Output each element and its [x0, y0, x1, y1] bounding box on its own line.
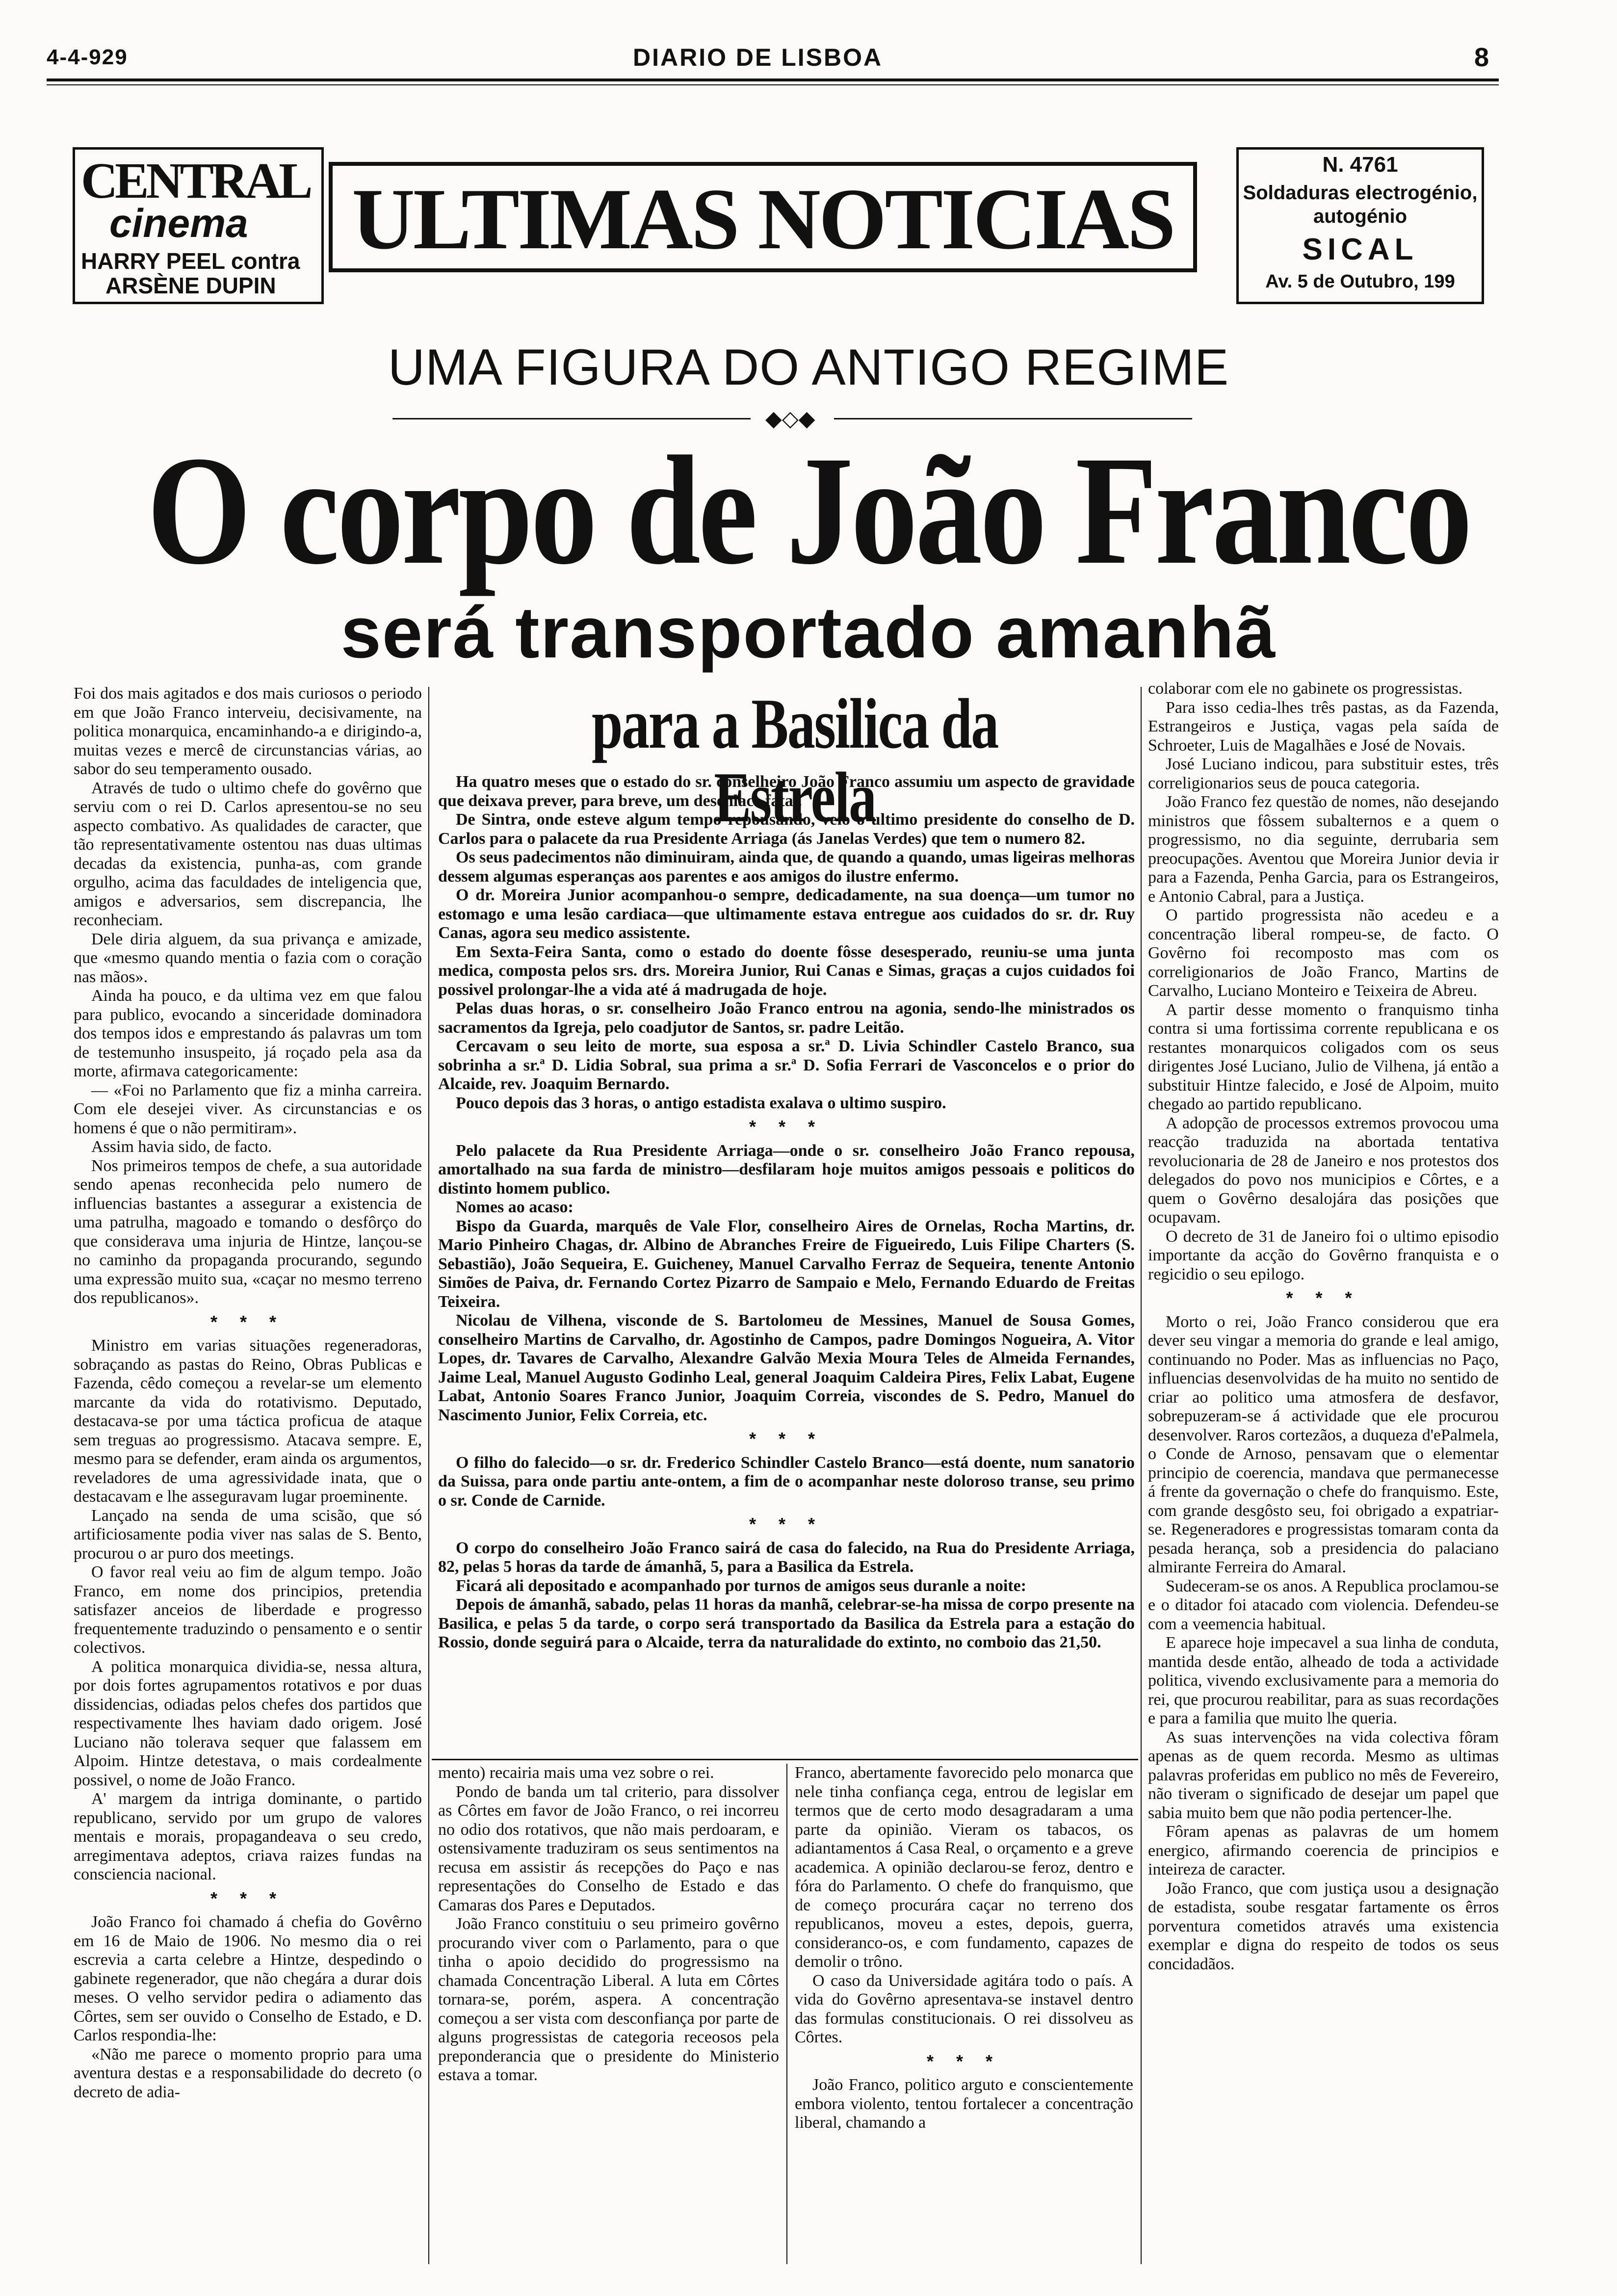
- column-4: [1148, 679, 1499, 2269]
- center-p7: Cercavam o seu leito de morte, sua esposa a sr.ª D. Livia Schindler Castelo Branco, sua sobrinha a sr.ª D. Lidia Sobral, sua prima a sr.ª D. Sofia Ferrari de Vasconcelos e o prior do Alcaide, rev. Joaquim Bernardo.: [438, 1037, 1135, 1093]
- col3-p3: João Franco, politico arguto e conscientemente embora violento, tentou fortalecer a concentração liberal, chamando a: [795, 2076, 1133, 2132]
- ad-central-title: CENTRAL: [81, 153, 310, 209]
- col4-p3: José Luciano indicou, para substituir estes, três correligionarios seus de pouca categoria.: [1148, 755, 1499, 792]
- center-stars-3: * * *: [749, 1514, 824, 1534]
- ad-central-cinema: [73, 147, 324, 304]
- col1-stars-2: * * *: [210, 1888, 286, 1908]
- column-rule-2: [786, 1764, 787, 2264]
- col1-p14: «Não me parece o momento proprio para uma aventura destas e a responsabilidade do decreto (o decreto de adia-: [74, 2045, 422, 2101]
- page-date: 4-4-929: [47, 45, 128, 69]
- subhead-2: para a Basilica da Estrela: [592, 684, 998, 837]
- col1-p7: Nos primeiros tempos de chefe, a sua autoridade sendo apenas reconhecida pelo numero de influencias bastantes a assegurar a existencia de uma patrulha, magoado e tomando o desfôrço do que considerava uma injuria de Hintze, lançou-se no caminho da propaganda procurando, segundo uma expressão muito sua, «caçar no mesmo terreno dos republicanos».: [74, 1156, 422, 1307]
- column-rule-1: [428, 687, 429, 2264]
- kicker: UMA FIGURA DO ANTIGO REGIME: [388, 339, 1229, 396]
- center-p14: O corpo do conselheiro João Franco sairá de casa do falecido, na Rua do Presidente Arriaga, 82, pelas 5 horas da tarde de ámanhã, 5, para a Basilica da Estrela.: [438, 1539, 1135, 1576]
- ad-film-line1: HARRY PEEL contra: [81, 248, 300, 274]
- col4-p12: As suas intervenções na vida colectiva fôram apenas as de quem recorda. Mesmo as ultimas palavras proferidas em publico no mês de Fevereiro, não tiveram o significado de desejar um papel que sabia muito bem que não podia pertencer-lhe.: [1148, 1728, 1499, 1822]
- center-p2: De Sintra, onde esteve algum tempo repousando, veio o ultimo presidente do conselho de D. Carlos para o palacete da rua Presidente Arriaga (ás Janelas Verdes) que tem o numero 82.: [438, 810, 1135, 848]
- ultimas-noticias-banner: [329, 162, 1197, 272]
- column-2-bottom: [438, 1764, 779, 2269]
- ad-sical-line2: Soldaduras electrogénio,: [1243, 182, 1478, 204]
- col2-p2: Pondo de banda um tal criterio, para dissolver as Côrtes em favor de João Franco, o rei incorreu no odio dos rotativos, que não mais perdoaram, e ostensivamente traduziram os seus sentimentos na recusa em assistir ás recepções do Paço e nas representações do Conselho de Estado e das Camaras dos Pares e Deputados.: [438, 1782, 779, 1914]
- center-p15: Ficará ali depositado e acompanhado por turnos de amigos seus duranle a noite:: [456, 1576, 1027, 1595]
- center-p11: Bispo da Guarda, marquês de Vale Flor, conselheiro Aires de Ornelas, Rocha Martins, dr. Mario Pinheiro Chagas, dr. Albino de Abranches Freire de Figueiredo, Luis Filipe Charters (S. Sebastião), João Sequeira, E. Guicheney, Manuel Carvalho Ferraz de Sequeira, tenente Antonio Simões de Paiva, dr. Fernando Cortez Pizarro de Sampaio e Melo, Fernando Eduardo de Freitas Teixeira.: [438, 1217, 1135, 1311]
- col4-p5: O partido progressista não acedeu e a concentração liberal rompeu-se, de facto. O Govêrno foi recomposto mas com os correligionarios de João Franco, Martins de Carvalho, Luciano Monteiro e Teixeira de Abreu.: [1148, 906, 1499, 1000]
- col4-p9: Morto o rei, João Franco considerou que era dever seu vingar a memoria do grande e leal amigo, continuando no Poder. Mas as influencias no Paço, influencias desenvolvidas de ha muito no sentido de criar ao politico uma atmosfera de desfavor, sobrepuzeram-se á actividade que ele procurou desenvolver. Raros cortezãos, a duqueza d'ePalmela, o Conde de Arnoso, pensavam que o elementar principio de coerencia, mandava que permanecesse á frente da governação o chefe do franquismo. Este, com grande desgôsto seu, foi obrigado a expatriar-se. Regeneradores e progressistas tomaram conta da pesada herança, sob a presidencia do palaciano almirante Ferreira do Amaral.: [1148, 1312, 1499, 1576]
- page-number: 8: [1474, 43, 1489, 72]
- col4-stars: * * *: [1286, 1288, 1361, 1308]
- col3-p2: O caso da Universidade agitára todo o país. A vida do Govêrno apresentava-se instavel dentro das formulas constitucionais. O rei dissolveu as Côrtes.: [795, 1971, 1133, 2046]
- ad-cinema-word: cinema: [109, 201, 248, 246]
- col4-p2: Para isso cedia-lhes três pastas, as da Fazenda, Estrangeiros e Justiça, vagas pela saída de Schroeter, Luis de Magalhães e José de Novais.: [1148, 698, 1499, 755]
- center-p13: O filho do falecido—o sr. dr. Frederico Schindler Castelo Branco—está doente, num sanatorio da Suissa, para onde partiu ante-ontem, a fim de o acompanhar neste doloroso transe, seu primo o sr. Conde de Carnide.: [438, 1453, 1135, 1510]
- center-p1: Ha quatro meses que o estado do sr. conselheiro João Franco assumiu um aspecto de gravidade que deixava prever, para breve, um desenlace fatal.: [438, 773, 1135, 810]
- kicker-rule-right: [834, 418, 1192, 419]
- center-stars-1: * * *: [749, 1117, 824, 1137]
- col1-p1: Foi dos mais agitados e dos mais curiosos o periodo em que João Franco interveiu, decisivamente, na politica monarquica, encaminhando-a e dirigindo-a, muitas vezes e mercê de circunstancias várias, ao sabor do seu temperamento ousado.: [74, 684, 422, 778]
- col1-p2: Através de tudo o ultimo chefe do govêrno que serviu com o rei D. Carlos apresentou-se no seu aspecto combativo. As qualidades de caracter, que tão representativamente ostentou nas duas ultimas decadas da existencia, punha-as, com grande orgulho, acima das faculdades de inteligencia que, amigos e adversarios, sem discrepancia, lhe reconheciam.: [74, 779, 422, 929]
- center-p16: Depois de ámanhã, sabado, pelas 11 horas da manhã, celebrar-se-ha missa de corpo presente na Basilica, e pelas 5 da tarde, o corpo será transportado da Basilica da Estrela para a estação do Rossio, donde seguirá para o Alcaide, terra da naturalidade do extinto, no comboio das 21,50.: [438, 1595, 1135, 1651]
- headline: O corpo de João Franco: [147, 424, 1470, 597]
- newspaper-name: DIARIO DE LISBOA: [633, 44, 883, 71]
- center-p4: O dr. Moreira Junior acompanhou-o sempre, dedicadamente, na sua doença—um tumor no estomago e uma lesão cardiaca—que ultimamente estava entregue aos cuidados do sr. dr. Ruy Canas, agora seu medico assistente.: [438, 886, 1135, 942]
- banner-title: ULTIMAS NOTICIAS: [352, 170, 1174, 267]
- kicker-rule-left: [392, 418, 751, 419]
- col1-p11: A politica monarquica dividia-se, nessa altura, por dois fortes agrupamentos rotativos e por duas dissidencias, odiadas pelos chefes dos partidos que respectivamente lhes haviam dado origem. José Luciano não tolerava sequer que falassem em Alpoim. Hintze detestava, o mais cordealmente possivel, o nome de João Franco.: [74, 1657, 422, 1789]
- col1-p13: João Franco foi chamado á chefia do Govêrno em 16 de Maio de 1906. No mesmo dia o rei escrevia a carta celebre a Hintze, despedindo o gabinete regenerador, que não chegára a durar dois meses. O velho servidor pedira o adiamento das Côrtes, sem ser ouvido o Conselho de Estado, e D. Carlos respondia-lhe:: [74, 1913, 422, 2044]
- col2-p3: João Franco constituiu o seu primeiro govêrno procurando viver com o Parlamento, para o que tinha o apoio decidido do progressismo na chamada Concentração Liberal. A luta em Côrtes tornara-se, porém, aspera. A concentração começou a ser vista com desconfiança por parte de alguns progressistas de categoria receosos pela preponderancia que o presidente do Ministerio estava a tomar.: [438, 1915, 779, 2084]
- ad-sical-brand: SICAL: [1302, 233, 1418, 266]
- col4-p6: A partir desse momento o franquismo tinha contra si uma fortissima corrente republicana e os restantes monarquicos coligados com os seus dirigentes José Luciano, Julio de Vilhena, já então a substituir Hintze falecido, e José de Alpoim, muito chegado ao partido republicano.: [1148, 1000, 1499, 1113]
- subhead-1: será transportado amanhã: [340, 592, 1277, 673]
- col1-p12: A' margem da intriga dominante, o partido republicano, servido por um grupo de valores mentais e morais, propagandeava o seu credo, arregimentava adeptos, criava raizes fundas na consciencia nacional.: [74, 1790, 422, 1883]
- ad-film-line2: ARSÈNE DUPIN: [105, 273, 276, 298]
- col4-p10: Sudeceram-se os anos. A Republica proclamou-se e o ditador foi atacado com violencia. Defendeu-se com a veemencia habitual.: [1148, 1577, 1499, 1633]
- col1-stars-1: * * *: [210, 1311, 286, 1332]
- col1-p10: O favor real veiu ao fim de algum tempo. João Franco, em nome dos principios, pretendia satisfazer anceios de liberdade e progresso frequentemente traduzindo o pensamento e o sentir colectivos.: [74, 1563, 422, 1657]
- col4-p4: João Franco fez questão de nomes, não desejando ministros que fôssem subalternos e a quem o progressismo, no dia seguinte, derrubaria sem preocupações. Aventou que Moreira Junior devia ir para a Fazenda, Penha Garcia, para os Estrangeiros, e Antonio Cabral, para a Justiça.: [1148, 793, 1499, 906]
- center-p5: Em Sexta-Feira Santa, como o estado do doente fôsse desesperado, reuniu-se uma junta medica, composta pelos srs. drs. Moreira Junior, Rui Canas e Simas, graças a cujos cuidados foi possivel prolongar-lhe a vida até á madrugada de hoje.: [438, 942, 1135, 999]
- center-p6: Pelas duas horas, o sr. conselheiro João Franco entrou na agonia, sendo-lhe ministrados os sacramentos da Igreja, pelo coadjutor de Santos, sr. padre Leitão.: [438, 999, 1135, 1037]
- col4-p11: E aparece hoje impecavel a sua linha de conduta, mantida desde então, alheado de toda a actividade politica, vivendo exclusivamente para a memoria do rei, que procurou reabilitar, para as suas recordações e para a familia que muito lhe queria.: [1148, 1634, 1499, 1727]
- col1-p4: Ainda ha pouco, e da ultima vez em que falou para publico, evocando a sinceridade dominadora dos tempos idos e emprestando ás palavras um tom de testemunho insuspeito, já roçado pela asa da morte, afirmava categoricamente:: [74, 987, 422, 1080]
- col3-p1: Franco, abertamente favorecido pelo monarca que nele tinha confiança cega, entrou de legislar em termos que de certo modo desagradaram a uma parte da opinião. Vieram os tabacos, os adiantamentos á Casa Real, o orçamento e a greve academica. A opinião declarou-se feroz, dentro e fóra do Parlamento. O chefe do franquismo, que de começo procurára caçar no terreno dos republicanos, moveu a estes, depois, guerra, consideranco-os, e com fundamento, capazes de demolir o trôno.: [795, 1764, 1133, 1971]
- col4-p7: A adopção de processos extremos provocou uma reacção traduzida na abortada tentativa revolucionaria de 28 de Janeiro e nos protestos dos delegados do povo nos municipios e Côrtes, e a quem o Govêrno desalojára das posições que ocupavam.: [1148, 1114, 1499, 1226]
- col2-p1: mento) recairia mais uma vez sobre o rei.: [438, 1764, 714, 1782]
- center-p9: Pelo palacete da Rua Presidente Arriaga—onde o sr. conselheiro João Franco repousa, amortalhado na sua farda de ministro—desfilaram hoje muitos amigos pessoais e politicos do distinto homem publico.: [438, 1141, 1135, 1198]
- col4-p8: O decreto de 31 de Janeiro foi o ultimo episodio importante da acção do Govêrno franquista e o regicidio o seu epilogo.: [1148, 1227, 1499, 1283]
- center-p10: Nomes ao acaso:: [456, 1198, 574, 1216]
- center-p3: Os seus padecimentos não diminuiram, ainda que, de quando a quando, umas ligeiras melhoras dessem algumas esperanças aos parentes e aos amigos do ilustre enfermo.: [438, 848, 1135, 886]
- ad-sical: [1236, 147, 1484, 304]
- center-p12: Nicolau de Vilhena, visconde de S. Bartolomeu de Messines, Manuel de Sousa Gomes, conselheiro Martins de Carvalho, dr. Agostinho de Campos, padre Domingos Nogueira, A. Vitor Lopes, dr. Tavares de Carvalho, Alexandre Galvão Mexia Moura Teles de Almeida Fernandes, Jaime Leal, Manuel Augusto Godinho Leal, general Joaquim Caldeira Pires, Felix Labat, Eugene Labat, Antonio Soares Franco Junior, Joaquim Correia, viscondes de S. Pedro, Manuel do Nascimento Junior, Felix Correia, etc.: [438, 1311, 1135, 1424]
- col1-p9: Lançado na senda de uma scisão, que só artificiosamente podia viver nas salas de S. Bento, procurou o ar puro dos meetings.: [74, 1506, 422, 1563]
- col4-p13: Fôram apenas as palavras de um homem energico, afirmando coerencia de principios e inteireza de caracter.: [1148, 1823, 1499, 1879]
- ad-sical-number: N. 4761: [1322, 153, 1398, 177]
- column-1: [74, 684, 422, 2267]
- col1-p6: Assim havia sido, de facto.: [91, 1138, 272, 1156]
- masthead-rule-thin: [47, 84, 1499, 85]
- col1-p5: — «Foi no Parlamento que fiz a minha carreira. Com ele desejei viver. As circunstancias e os homens é que o não permitiram».: [74, 1081, 422, 1137]
- center-p8: Pouco depois das 3 horas, o antigo estadista exalava o ultimo suspiro.: [456, 1094, 946, 1112]
- col1-p3: Dele diria alguem, da sua privança e amizade, que «mesmo quando mentia o fazia com o coração nas mãos».: [74, 930, 422, 986]
- column-3-bottom: [795, 1764, 1133, 2269]
- ad-sical-line3: autogénio: [1313, 206, 1408, 227]
- col1-p8: Ministro em varias situações regeneradoras, sobraçando as pastas do Reino, Obras Publicas e Fazenda, cêdo começou a revelar-se um elemento marcante da vida do rotativismo. Deputado, destacava-se por uma táctica proficua de ataque sem treguas ao progressismo. Atacava sempre. E, mesmo para se defender, eram ainda os argumentos, reveladores de uma agressividade inata, que o destacavam e lhe asseguravam lugar proeminente.: [74, 1336, 422, 1506]
- center-bottom-rule: [432, 1759, 1138, 1760]
- col4-p14: João Franco, que com justiça usou a designação de estadista, soube resgatar fartamente os êrros porventura cometidos através uma existencia exemplar e digna do respeito de todos os seus concidadãos.: [1148, 1879, 1499, 1973]
- column-rule-3: [1141, 687, 1142, 2264]
- center-stars-2: * * *: [749, 1429, 824, 1449]
- ad-sical-address: Av. 5 de Outubro, 199: [1265, 271, 1455, 292]
- col4-p1: colaborar com ele no gabinete os progressistas.: [1148, 679, 1463, 698]
- ornament-icon: ◆◇◆: [765, 407, 815, 431]
- masthead-rule: [47, 78, 1499, 81]
- center-article: [438, 773, 1135, 1754]
- col3-stars: * * *: [926, 2051, 1002, 2071]
